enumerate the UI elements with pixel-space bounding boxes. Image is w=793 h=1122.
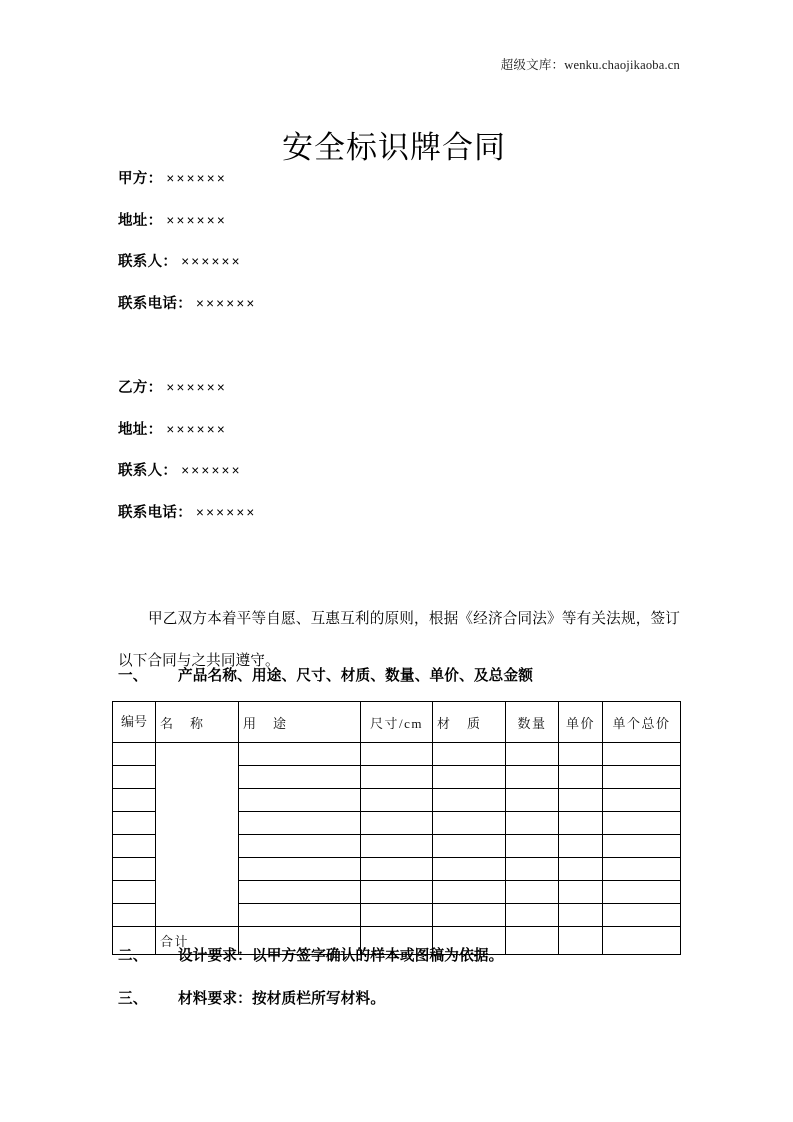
cell-material[interactable] <box>433 743 506 766</box>
cell-price[interactable] <box>559 835 603 858</box>
cell-price[interactable] <box>559 743 603 766</box>
cell-price[interactable] <box>559 766 603 789</box>
party-b-name-line <box>118 375 678 417</box>
party-b-address-label: 地址： <box>118 421 163 438</box>
cell-size[interactable] <box>361 789 433 812</box>
cell-use[interactable] <box>239 881 361 904</box>
column-header-material: 材 质 <box>433 702 506 743</box>
column-header-name: 名 称 <box>156 702 239 743</box>
cell-qty[interactable] <box>506 766 559 789</box>
cell-price[interactable] <box>559 881 603 904</box>
cell-qty[interactable] <box>506 904 559 927</box>
cell-qty[interactable] <box>506 858 559 881</box>
party-b-name-label: 乙方： <box>118 380 163 396</box>
product-spec-table <box>112 701 681 955</box>
table-header-row <box>113 702 681 743</box>
cell-no[interactable] <box>113 858 156 881</box>
cell-qty[interactable] <box>506 835 559 858</box>
cell-size[interactable] <box>361 766 433 789</box>
party-b-contact-label: 联系人： <box>118 463 178 479</box>
cell-qty[interactable] <box>506 812 559 835</box>
cell-size[interactable] <box>361 835 433 858</box>
party-a-contact-value: ×××××× <box>181 254 242 269</box>
cell-price[interactable] <box>559 904 603 927</box>
cell-use[interactable] <box>239 812 361 835</box>
cell-total[interactable] <box>603 858 681 881</box>
cell-qty[interactable] <box>506 881 559 904</box>
party-b-phone-value: ×××××× <box>196 504 257 520</box>
party-b-name-value: ×××××× <box>166 380 227 395</box>
party-b-address-line <box>118 417 678 459</box>
cell-total[interactable] <box>603 881 681 904</box>
section-1-number: 一、 <box>118 668 148 684</box>
summary-label: 合计 <box>156 927 239 955</box>
cell-use[interactable] <box>239 858 361 881</box>
party-a-contact-label: 联系人： <box>118 254 178 270</box>
cell-material[interactable] <box>433 835 506 858</box>
cell-material[interactable] <box>433 789 506 812</box>
cell-no[interactable] <box>113 743 156 766</box>
cell-size[interactable] <box>361 904 433 927</box>
party-b-block <box>118 375 678 541</box>
cell-qty[interactable] <box>506 789 559 812</box>
cell-price[interactable] <box>559 789 603 812</box>
cell-price[interactable] <box>559 812 603 835</box>
section-heading-2 <box>118 944 718 965</box>
cell-size[interactable] <box>361 858 433 881</box>
column-header-size: 尺寸/cm <box>361 702 433 743</box>
cell-name-merged[interactable] <box>156 743 239 927</box>
section-heading-3 <box>118 987 718 1008</box>
cell-size[interactable] <box>361 812 433 835</box>
cell-total[interactable] <box>603 904 681 927</box>
cell-size[interactable] <box>361 881 433 904</box>
source-watermark: 超级文库：wenku.chaojikaoba.cn <box>500 58 680 72</box>
party-b-phone-line <box>118 500 678 542</box>
cell-no[interactable] <box>113 904 156 927</box>
cell-material[interactable] <box>433 812 506 835</box>
party-b-phone-label: 联系电话： <box>118 504 192 521</box>
party-b-contact-line <box>118 458 678 500</box>
party-b-contact-value: ×××××× <box>181 463 242 478</box>
cell-no[interactable] <box>113 835 156 858</box>
cell-total[interactable] <box>603 835 681 858</box>
section-2-number: 二、 <box>118 948 148 964</box>
cell-size[interactable] <box>361 743 433 766</box>
party-a-phone-label: 联系电话： <box>118 295 192 312</box>
cell-material[interactable] <box>433 766 506 789</box>
party-a-name-line <box>118 166 678 208</box>
party-a-contact-line <box>118 249 678 291</box>
cell-total[interactable] <box>603 812 681 835</box>
cell-no[interactable] <box>113 789 156 812</box>
party-a-address-line <box>118 208 678 250</box>
party-a-name-label: 甲方： <box>118 171 163 187</box>
cell-use[interactable] <box>239 766 361 789</box>
section-3-number: 三、 <box>118 991 148 1007</box>
party-a-address-label: 地址： <box>118 212 163 229</box>
party-a-block <box>118 166 678 332</box>
preamble-paragraph: 甲乙双方本着平等自愿、互惠互利的原则，根据《经济合同法》等有关法规，签订以下合同与之共同遵守。 <box>118 610 680 669</box>
section-3-text: 材料要求：按材质栏所写材料。 <box>178 991 386 1007</box>
cell-qty[interactable] <box>506 743 559 766</box>
section-heading-1 <box>118 664 718 685</box>
cell-total[interactable] <box>603 789 681 812</box>
party-a-phone-line <box>118 291 678 333</box>
cell-no[interactable] <box>113 812 156 835</box>
column-header-qty: 数量 <box>506 702 559 743</box>
cell-no[interactable] <box>113 766 156 789</box>
cell-material[interactable] <box>433 881 506 904</box>
cell-price[interactable] <box>559 858 603 881</box>
cell-no[interactable] <box>113 881 156 904</box>
column-header-no: 编号 <box>113 702 156 743</box>
table-row <box>113 743 681 766</box>
cell-total[interactable] <box>603 766 681 789</box>
cell-material[interactable] <box>433 904 506 927</box>
cell-use[interactable] <box>239 789 361 812</box>
column-header-total: 单个总价 <box>603 702 681 743</box>
party-a-name-value: ×××××× <box>166 171 227 186</box>
column-header-use: 用 途 <box>239 702 361 743</box>
cell-use[interactable] <box>239 835 361 858</box>
party-a-phone-value: ×××××× <box>196 295 257 311</box>
party-b-address-value: ×××××× <box>166 421 227 437</box>
section-1-text: 产品名称、用途、尺寸、材质、数量、单价、及总金额 <box>178 668 534 684</box>
section-2-text: 设计要求：以甲方签字确认的样本或图稿为依据。 <box>178 948 504 964</box>
cell-use[interactable] <box>239 743 361 766</box>
cell-material[interactable] <box>433 858 506 881</box>
cell-total[interactable] <box>603 743 681 766</box>
party-a-address-value: ×××××× <box>166 212 227 228</box>
column-header-price: 单价 <box>559 702 603 743</box>
page-title: 安全标识牌合同 <box>282 129 506 165</box>
cell-use[interactable] <box>239 904 361 927</box>
